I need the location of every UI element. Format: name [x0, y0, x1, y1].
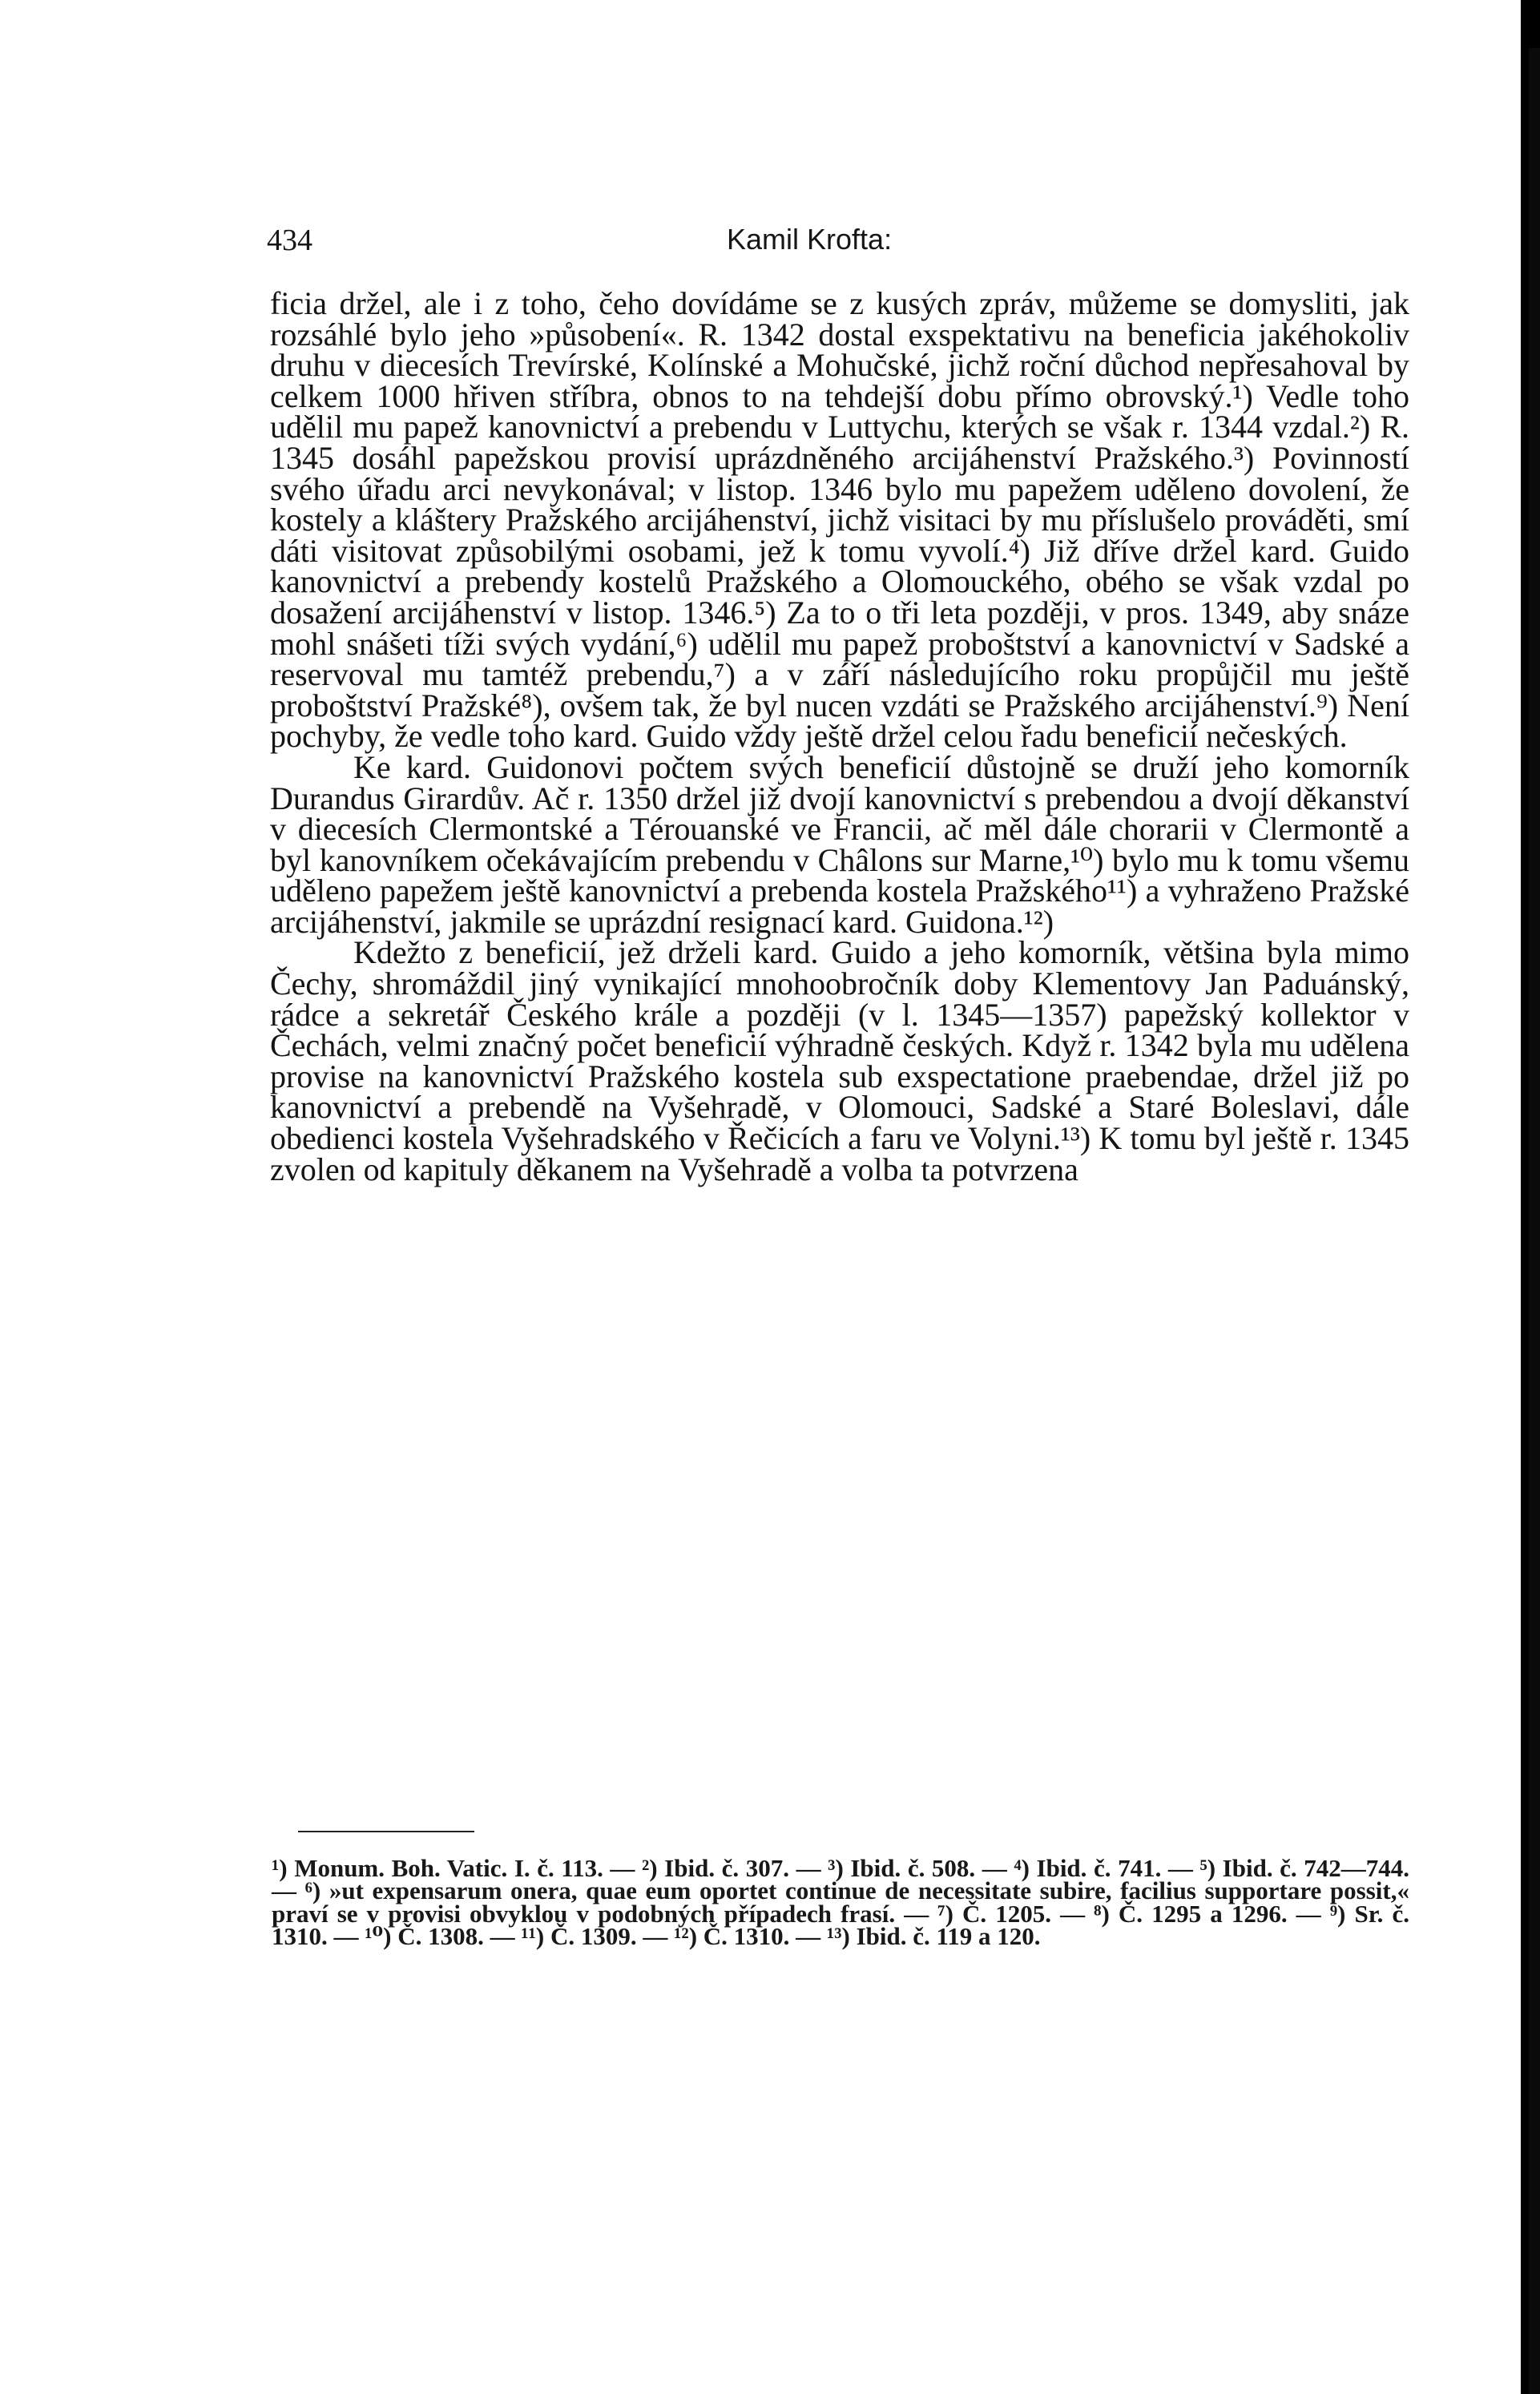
- page-header: [267, 223, 1409, 263]
- paragraph-2: Ke kard. Guidonovi počtem svých beneficií důstojně se druží jeho komorník Durandus Girardův. Ač r. 1350 držel již dvojí kanovnictví s prebendou a dvojí děkanství v diecesích Clermontské a Térouanské ve Francii, ač měl dále chorarii v Clermontě a byl kanovníkem očekávajícím prebendu v Châlons sur Marne,¹⁰) bylo mu k tomu všemu uděleno papežem ještě kanovnictví a prebenda kostela Pražského¹¹) a vyhraženo Pražské arcijáhenství, jakmile se uprázdní resignací kard. Guidona.¹²): [270, 748, 1409, 940]
- paragraph-3: Kdežto z beneficií, jež drželi kard. Guido a jeho komorník, většina byla mimo Čechy, shromáždil jiný vynikající mnohoobročník doby Klementovy Jan Paduánský, rádce a sekretář Českého krále a později (v l. 1345—1357) papežský kollektor v Čechách, velmi značný počet beneficií výhradně českých. Když r. 1342 byla mu udělena provise na kanovnictví Pražského kostela sub exspectatione praebendae, držel již po kanovnictví a prebendě na Vyšehradě, v Olomouci, Sadské a Staré Boleslavi, dále obedienci kostela Vyšehradského v Řečicích a faru ve Volyni.¹³) K tomu byl ještě r. 1345 zvolen od kapituly děkanem na Vyšehradě a volba ta potvrzena: [270, 934, 1409, 1187]
- footnotes: ¹) Monum. Boh. Vatic. I. č. 113. — ²) Ibid. č. 307. — ³) Ibid. č. 508. — ⁴) Ibid. č. 741. — ⁵) Ibid. č. 742—744. — ⁶) »ut expensarum onera, quae eum oportet continue de necessitate subire, facilius supportare possit,« praví se v provisi obvyklou v podobných případech frasí. — ⁷) Č. 1205. — ⁸) Č. 1295 a 1296. — ⁹) Sr. č. 1310. — ¹⁰) Č. 1308. — ¹¹) Č. 1309. — ¹²) Č. 1310. — ¹³) Ibid. č. 119 a 120.: [272, 1854, 1409, 1951]
- footnote-separator-rule: [298, 1831, 474, 1832]
- page-number: 434: [267, 224, 312, 257]
- running-head: Kamil Krofta:: [727, 223, 893, 256]
- scan-edge-bar: [1529, 48, 1540, 2394]
- body-text: [270, 285, 1409, 1187]
- paragraph-1: ficia držel, ale i z toho, čeho dovídáme se z kusých zpráv, můžeme se domysliti, jak rozsáhlé bylo jeho »působení«. R. 1342 dostal exspektativu na beneficia jakéhokoliv druhu v diecesích Trevírské, Kolínské a Mohučské, jichž roční důchod nepřesahoval by celkem 1000 hřiven stříbra, obnos to na tehdejší dobu přímo obrovský.¹) Vedle toho udělil mu papež kanovnictví a prebendu v Luttychu, kterých se však r. 1344 vzdal.²) R. 1345 dosáhl papežskou provisí uprázdněného arcijáhenství Pražského.³) Povinností svého úřadu arci nevykonával; v listop. 1346 bylo mu papežem uděleno dovolení, že kostely a kláštery Pražského arcijáhenství, jichž visitaci by mu příslušelo prováděti, smí dáti visitovat způsobilými osobami, jež k tomu vyvolí.⁴) Již dříve držel kard. Guido kanovnictví a prebendy kostelů Pražského a Olomouckého, obého se však vzdal po dosažení arcijáhenství v listop. 1346.⁵) Za to o tři leta později, v pros. 1349, aby snáze mohl snášeti tíži svých vydání,⁶) udělil mu papež proboštství a kanovnictví v Sadské a reservoval mu tamtéž prebendu,⁷) a v září následujícího roku propůjčil mu ještě proboštství Pražské⁸), ovšem tak, že byl nucen vzdáti se Pražského arcijáhenství.⁹) Není pochyby, že vedle toho kard. Guido vždy ještě držel celou řadu beneficií nečeských.: [270, 285, 1409, 755]
